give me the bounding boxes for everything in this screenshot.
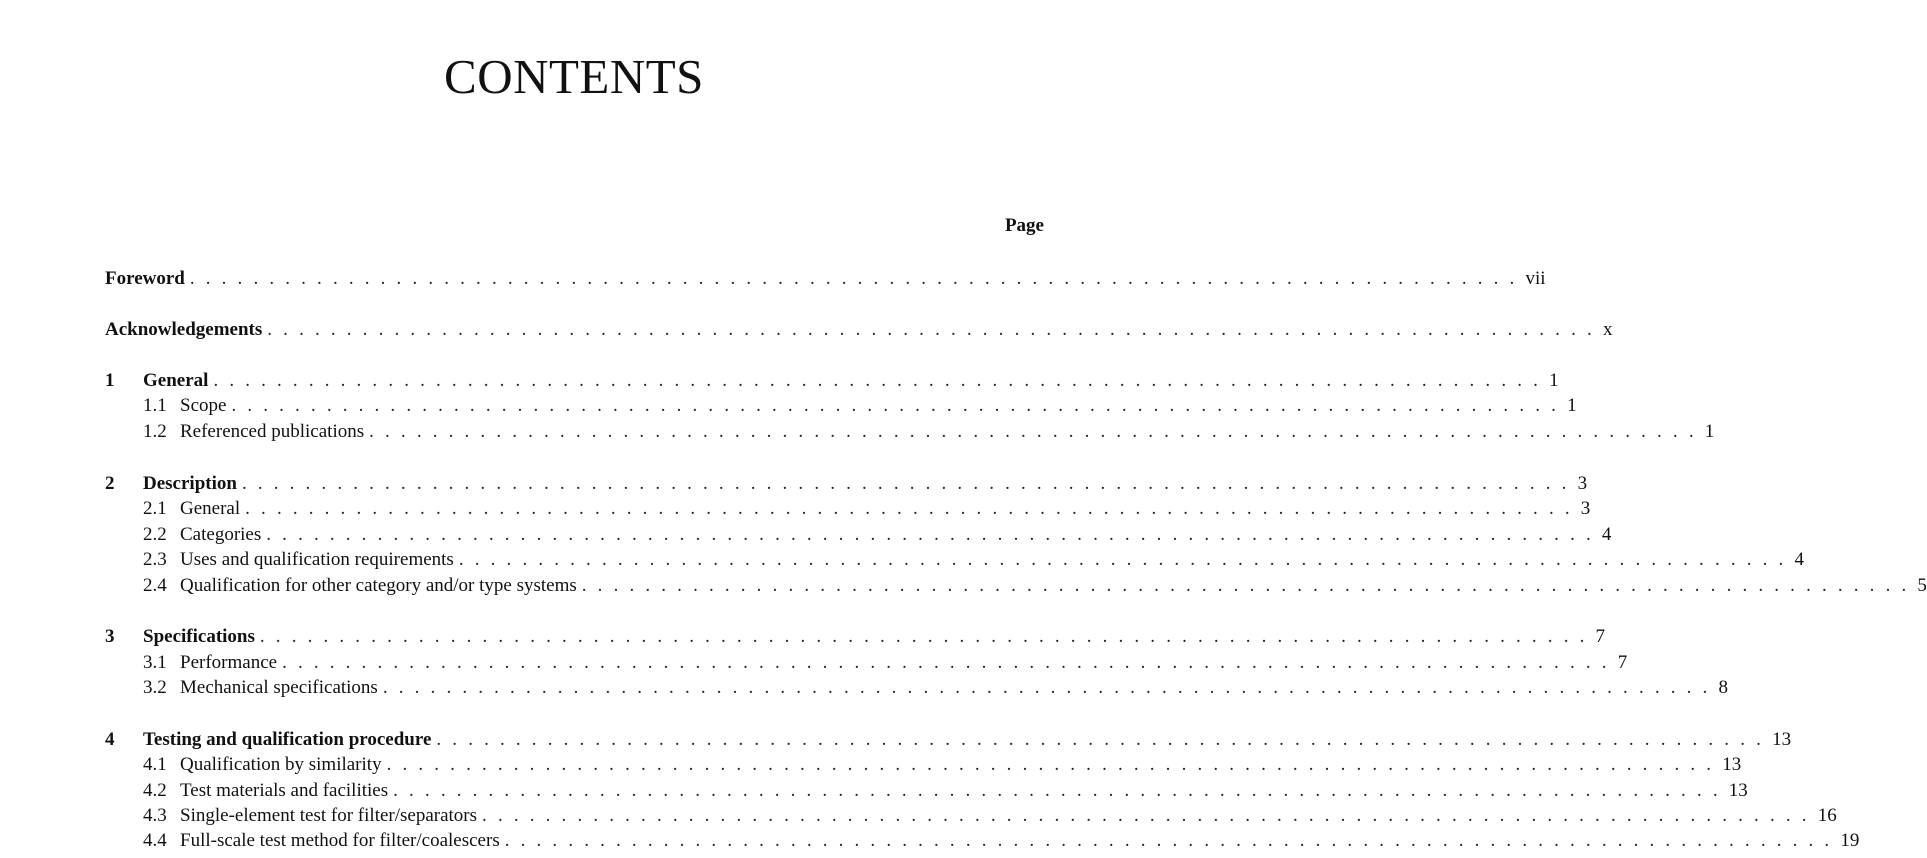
toc-entry-title: Mechanical specifications [180, 677, 378, 698]
dot-leader: . . . . . . . . . . . . . . . . . . . . . . . . . . . . . . . . . . . . . . . . . . . . . . . . . . . . . . . . . . . . . . . . . . . . . . . . . . . . . . . . . . . . [189, 268, 1518, 289]
toc-entry-page: 16 [1817, 805, 1837, 826]
toc-entry-page: x [1602, 319, 1613, 340]
toc-entry-title: Scope [180, 395, 227, 416]
toc-entry-acknowledgements[interactable] [105, 319, 1613, 341]
dot-leader: . . . . . . . . . . . . . . . . . . . . . . . . . . . . . . . . . . . . . . . . . . . . . . . . . . . . . . . . . . . . . . . . . . . . . . . . . . . . . . . . . . . . [266, 524, 1594, 545]
toc-entry-page: 7 [1595, 626, 1606, 647]
toc-entry-page: 7 [1617, 652, 1628, 673]
toc-entry-title: Foreword [105, 268, 185, 289]
toc-entry-page: 1 [1549, 370, 1559, 391]
page-title: CONTENTS [444, 49, 704, 104]
toc-section-4-1[interactable] [143, 754, 1742, 776]
toc-entry-title: Performance [180, 652, 278, 673]
dot-leader: . . . . . . . . . . . . . . . . . . . . . . . . . . . . . . . . . . . . . . . . . . . . . . . . . . . . . . . . . . . . . . . . . . . . . . . . . . . . . . . . . . . . [393, 780, 1721, 801]
toc-entry-page: 13 [1722, 754, 1742, 775]
toc-entry-number: 1.2 [143, 421, 167, 442]
toc-entry-page: 3 [1577, 473, 1588, 494]
dot-leader: . . . . . . . . . . . . . . . . . . . . . . . . . . . . . . . . . . . . . . . . . . . . . . . . . . . . . . . . . . . . . . . . . . . . . . . . . . . . . . . . . . . . [267, 319, 1595, 340]
toc-entry-page: 13 [1772, 729, 1792, 750]
dot-leader: . . . . . . . . . . . . . . . . . . . . . . . . . . . . . . . . . . . . . . . . . . . . . . . . . . . . . . . . . . . . . . . . . . . . . . . . . . . . . . . . . . . . [436, 729, 1765, 750]
toc-entry-page: 1 [1567, 395, 1577, 416]
toc-entry-number: 4.4 [143, 830, 167, 851]
toc-entry-title: Qualification by similarity [180, 754, 382, 775]
toc-section-4-2[interactable] [143, 780, 1748, 802]
toc-entry-page: 3 [1580, 498, 1591, 519]
toc-entry-title: Acknowledgements [105, 319, 263, 340]
toc-entry-foreword[interactable] [105, 268, 1546, 290]
toc-entry-number: 4.2 [143, 780, 167, 801]
dot-leader: . . . . . . . . . . . . . . . . . . . . . . . . . . . . . . . . . . . . . . . . . . . . . . . . . . . . . . . . . . . . . . . . . . . . . . . . . . . . . . . . . . . . [213, 370, 1542, 391]
toc-entry-title: Categories [180, 524, 262, 545]
toc-entry-title: Single-element test for filter/separators [180, 805, 478, 826]
toc-entry-title: Referenced publications [180, 421, 365, 442]
dot-leader: . . . . . . . . . . . . . . . . . . . . . . . . . . . . . . . . . . . . . . . . . . . . . . . . . . . . . . . . . . . . . . . . . . . . . . . . . . . . . . . . . . . . [504, 830, 1833, 851]
toc-section-2-4[interactable] [143, 575, 1927, 597]
toc-entry-title: General [143, 370, 209, 391]
toc-entry-number: 3.1 [143, 652, 167, 673]
toc-section-2-2[interactable] [143, 524, 1612, 546]
toc-entry-number: 2 [105, 473, 115, 494]
dot-leader: . . . . . . . . . . . . . . . . . . . . . . . . . . . . . . . . . . . . . . . . . . . . . . . . . . . . . . . . . . . . . . . . . . . . . . . . . . . . . . . . . . . . [458, 549, 1787, 570]
toc-entry-page: 4 [1794, 549, 1804, 570]
toc-entry-page: 8 [1718, 677, 1728, 698]
toc-entry-number: 3.2 [143, 677, 167, 698]
dot-leader: . . . . . . . . . . . . . . . . . . . . . . . . . . . . . . . . . . . . . . . . . . . . . . . . . . . . . . . . . . . . . . . . . . . . . . . . . . . . . . . . . . . . [382, 677, 1711, 698]
toc-entry-title: Specifications [143, 626, 255, 647]
toc-entry-page: 19 [1840, 830, 1860, 851]
toc-entry-page: vii [1525, 268, 1546, 289]
toc-entry-number: 2.1 [143, 498, 167, 519]
dot-leader: . . . . . . . . . . . . . . . . . . . . . . . . . . . . . . . . . . . . . . . . . . . . . . . . . . . . . . . . . . . . . . . . . . . . . . . . . . . . . . . . . . . . [581, 575, 1910, 596]
toc-entry-number: 4.1 [143, 754, 167, 775]
toc-entry-number: 4 [105, 729, 115, 750]
toc-entry-number: 3 [105, 626, 115, 647]
toc-section-2-1[interactable] [143, 498, 1591, 520]
dot-leader: . . . . . . . . . . . . . . . . . . . . . . . . . . . . . . . . . . . . . . . . . . . . . . . . . . . . . . . . . . . . . . . . . . . . . . . . . . . . . . . . . . . . [482, 805, 1810, 826]
toc-entry-page: 4 [1601, 524, 1612, 545]
toc-entry-title: Test materials and facilities [180, 780, 389, 801]
toc-chapter-3[interactable] [105, 626, 1606, 648]
dot-leader: . . . . . . . . . . . . . . . . . . . . . . . . . . . . . . . . . . . . . . . . . . . . . . . . . . . . . . . . . . . . . . . . . . . . . . . . . . . . . . . . . . . . [369, 421, 1697, 442]
toc-entry-title: Qualification for other category and/or type systems [180, 575, 577, 596]
toc-entry-number: 1.1 [143, 395, 167, 416]
toc-entry-title: Testing and qualification procedure [143, 729, 432, 750]
toc-entry-title: Description [143, 473, 237, 494]
dot-leader: . . . . . . . . . . . . . . . . . . . . . . . . . . . . . . . . . . . . . . . . . . . . . . . . . . . . . . . . . . . . . . . . . . . . . . . . . . . . . . . . . . . . [245, 498, 1573, 519]
dot-leader: . . . . . . . . . . . . . . . . . . . . . . . . . . . . . . . . . . . . . . . . . . . . . . . . . . . . . . . . . . . . . . . . . . . . . . . . . . . . . . . . . . . . [259, 626, 1588, 647]
toc-entry-page: 1 [1704, 421, 1715, 442]
dot-leader: . . . . . . . . . . . . . . . . . . . . . . . . . . . . . . . . . . . . . . . . . . . . . . . . . . . . . . . . . . . . . . . . . . . . . . . . . . . . . . . . . . . . [386, 754, 1715, 775]
toc-section-4-3[interactable] [143, 805, 1837, 827]
toc-entry-number: 1 [105, 370, 115, 391]
toc-entry-number: 2.2 [143, 524, 167, 545]
toc-chapter-2[interactable] [105, 473, 1588, 495]
toc-section-4-4[interactable] [143, 830, 1860, 852]
toc-entry-title: Uses and qualification requirements [180, 549, 454, 570]
dot-leader: . . . . . . . . . . . . . . . . . . . . . . . . . . . . . . . . . . . . . . . . . . . . . . . . . . . . . . . . . . . . . . . . . . . . . . . . . . . . . . . . . . . . [282, 652, 1610, 673]
toc-entry-page: 13 [1728, 780, 1748, 801]
dot-leader: . . . . . . . . . . . . . . . . . . . . . . . . . . . . . . . . . . . . . . . . . . . . . . . . . . . . . . . . . . . . . . . . . . . . . . . . . . . . . . . . . . . . [241, 473, 1570, 494]
toc-chapter-4[interactable] [105, 729, 1792, 751]
toc-section-2-3[interactable] [143, 549, 1804, 571]
toc-chapter-1[interactable] [105, 370, 1559, 392]
toc-entry-title: General [180, 498, 241, 519]
toc-section-3-2[interactable] [143, 677, 1728, 699]
page-column-header: Page [1004, 215, 1044, 236]
toc-entry-number: 4.3 [143, 805, 167, 826]
toc-section-3-1[interactable] [143, 652, 1628, 674]
toc-entry-page: 5 [1917, 575, 1927, 596]
toc-section-1-1[interactable] [143, 395, 1577, 417]
dot-leader: . . . . . . . . . . . . . . . . . . . . . . . . . . . . . . . . . . . . . . . . . . . . . . . . . . . . . . . . . . . . . . . . . . . . . . . . . . . . . . . . . . . . [231, 395, 1560, 416]
toc-section-1-2[interactable] [143, 421, 1715, 443]
toc-entry-number: 2.3 [143, 549, 167, 570]
toc-entry-number: 2.4 [143, 575, 167, 596]
toc-entry-title: Full-scale test method for filter/coalescers [180, 830, 500, 851]
